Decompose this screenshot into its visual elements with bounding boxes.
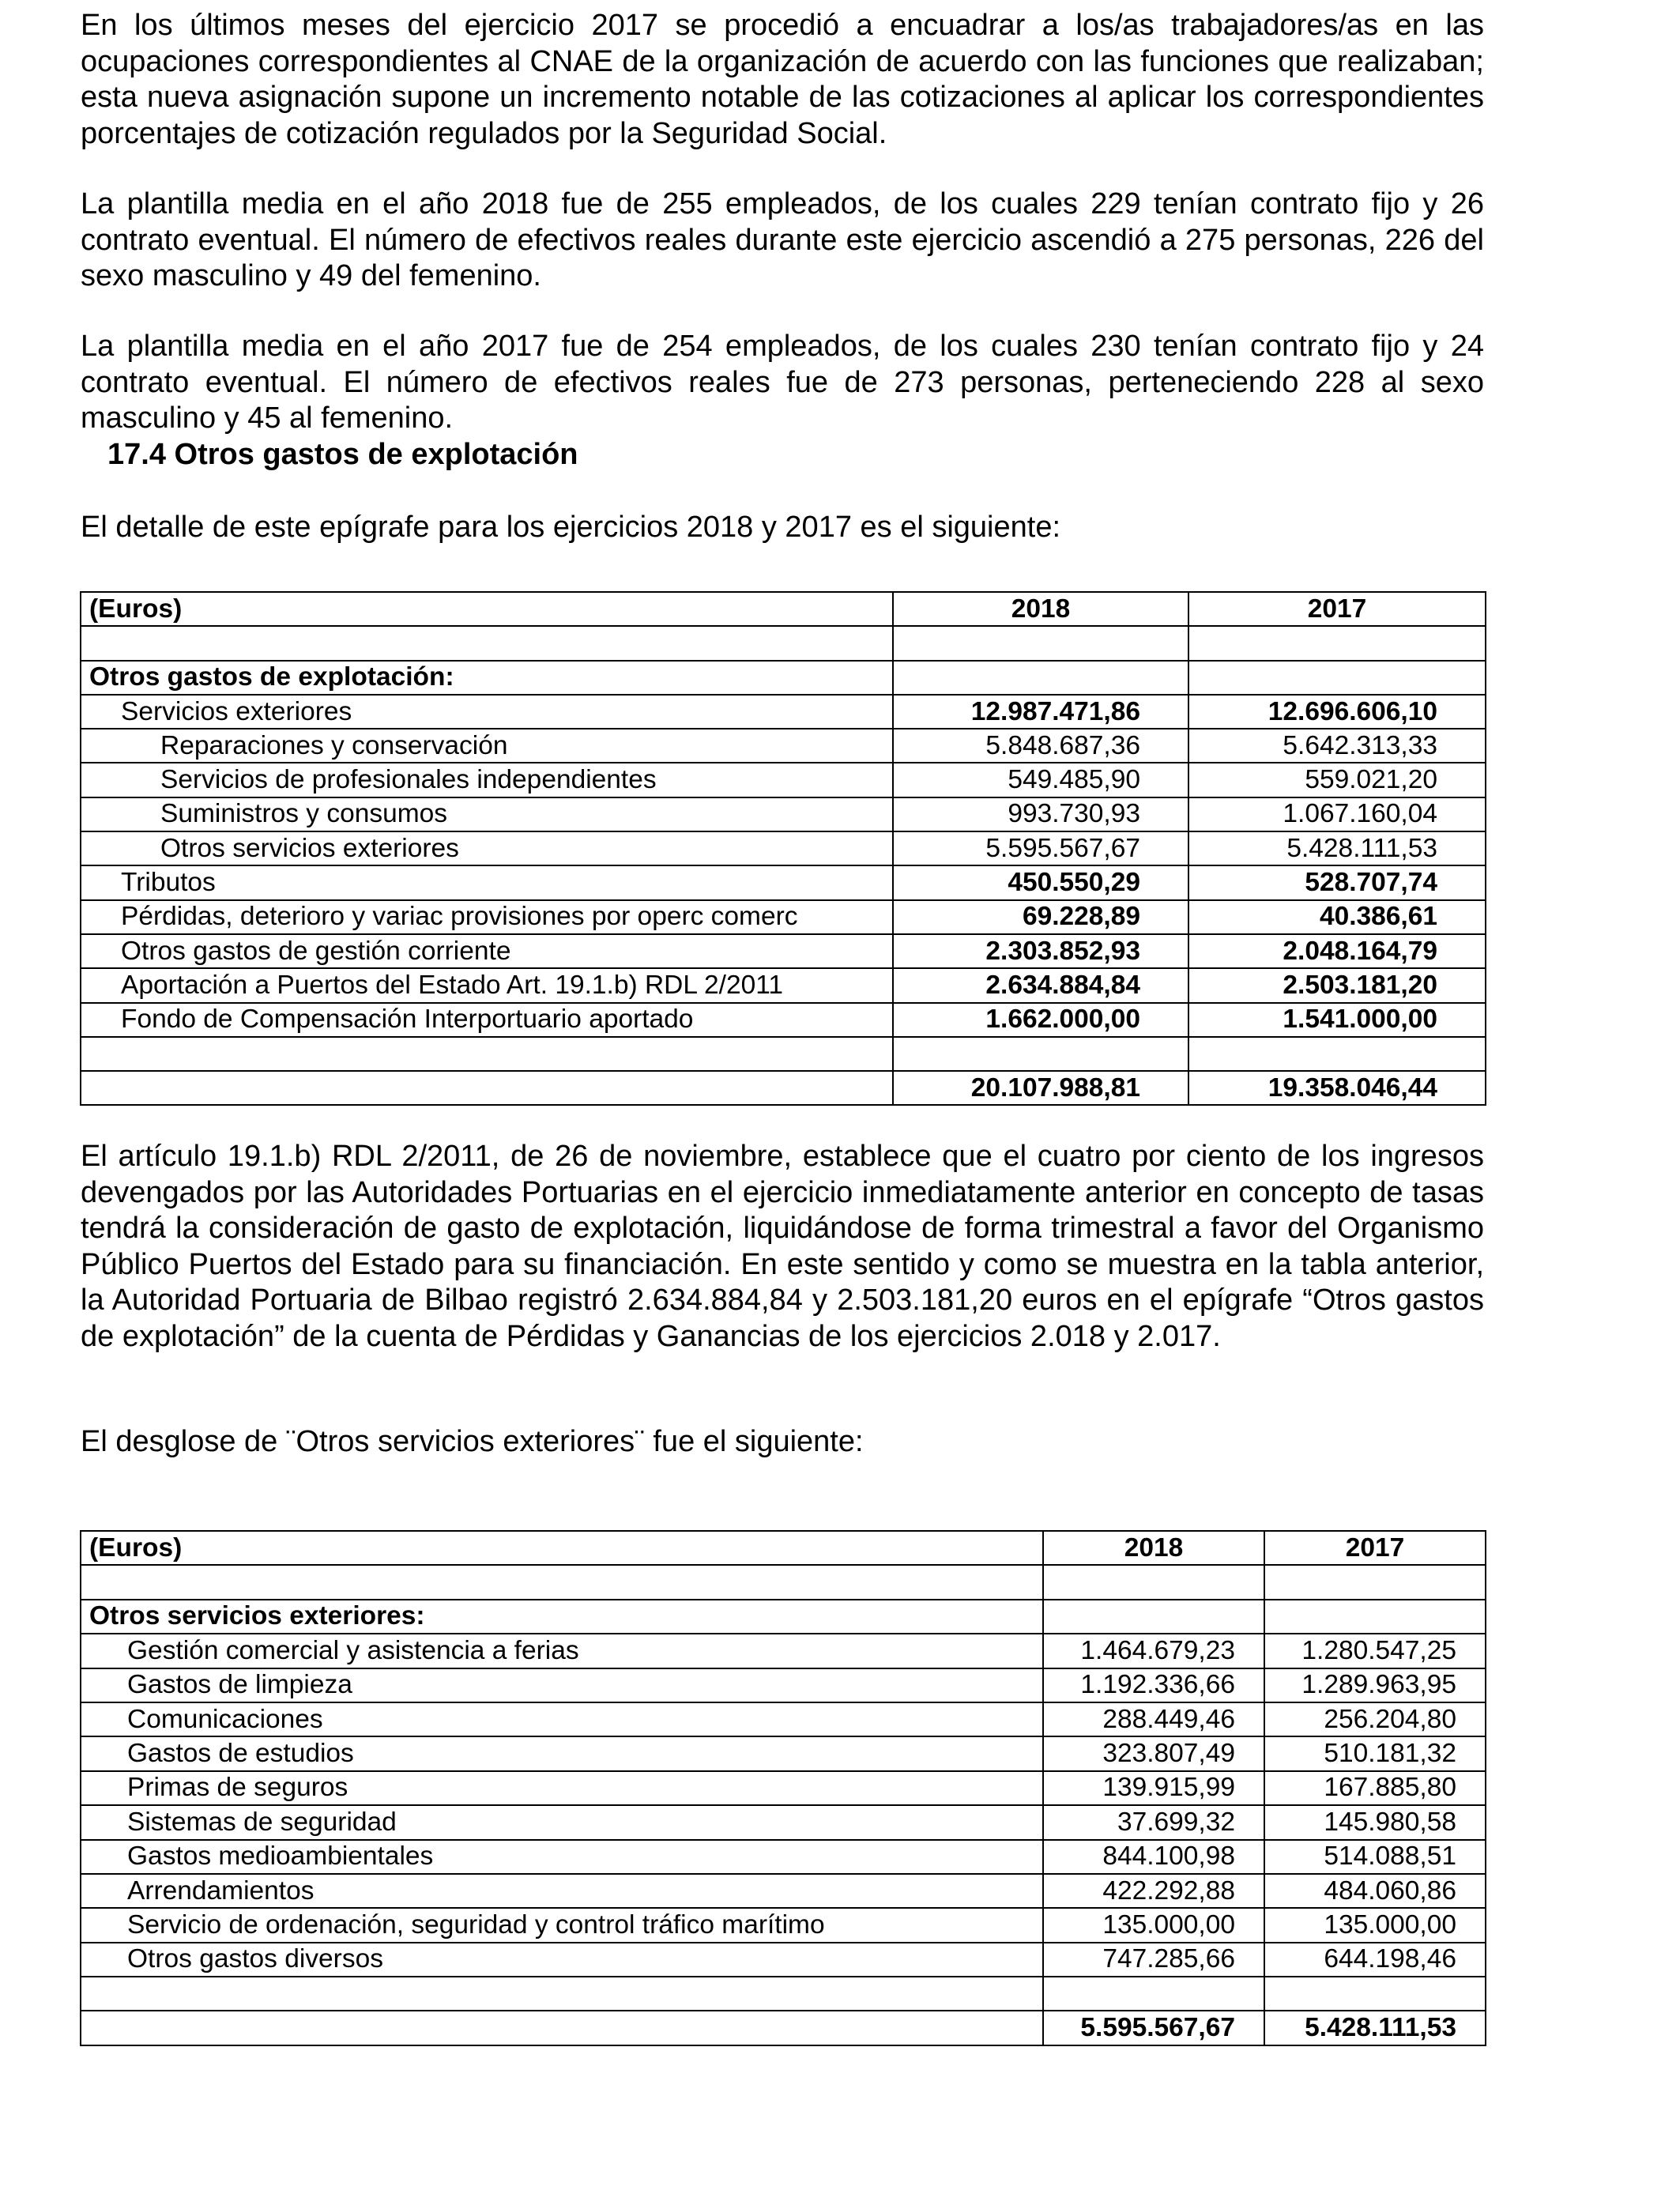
value-2018: 37.699,32 xyxy=(1043,1805,1264,1839)
row-label: Gastos de limpieza xyxy=(81,1668,1043,1702)
value-2018: 12.987.471,86 xyxy=(893,695,1188,729)
paragraph-cnae: En los últimos meses del ejercicio 2017 se procedió a encuadrar a los/as trabajadores/as en las ocupaciones correspondientes al CNAE de la organización de acuerdo con las funciones que realizaban; esta nueva asignación supone un incremento notable de las cotizaciones al aplicar los correspondientes porcentajes de cotización regulados por la Seguridad Social. xyxy=(81,9,1484,150)
value-2018: 1.464.679,23 xyxy=(1043,1634,1264,1668)
row-label: Reparaciones y conservación xyxy=(81,729,893,763)
paragraph-articulo: El artículo 19.1.b) RDL 2/2011, de 26 de noviembre, establece que el cuatro por ciento de los ingresos devengados por las Autoridades Portuarias en el ejercicio inmediatamente anterior en concepto de tasas tendrá la consideración de gasto de explotación, liquidándose de forma trimestral a favor del Organismo Público Puertos del Estado para su financiación. En este sentido y como se muestra en la tabla anterior, la Autoridad Portuaria de Bilbao registró 2.634.884,84 y 2.503.181,20 euros en el epígrafe “Otros gastos de explotación” de la cuenta de Pérdidas y Ganancias de los ejercicios 2.018 y 2.017. xyxy=(81,1140,1484,1353)
row-label: Pérdidas, deterioro y variac provisiones por operc comerc xyxy=(81,900,893,934)
table-row xyxy=(81,900,1486,934)
value-2017: 559.021,20 xyxy=(1188,763,1486,797)
table-row xyxy=(81,763,1486,797)
table-row xyxy=(81,1771,1486,1805)
value-2017: 644.198,46 xyxy=(1264,1943,1486,1977)
table-blank-row xyxy=(81,1977,1486,2011)
table-row xyxy=(81,831,1486,865)
total-2017: 5.428.111,53 xyxy=(1264,2011,1486,2045)
total-2018: 5.595.567,67 xyxy=(1043,2011,1264,2045)
empty-cell xyxy=(81,1977,1043,2011)
header-cell-2018: 2018 xyxy=(1043,1531,1264,1565)
table-row xyxy=(81,1702,1486,1736)
table-section-row xyxy=(81,661,1486,695)
value-2017: 484.060,86 xyxy=(1264,1874,1486,1908)
row-label: Gestión comercial y asistencia a ferias xyxy=(81,1634,1043,1668)
value-2018: 5.595.567,67 xyxy=(893,831,1188,865)
value-2018: 1.662.000,00 xyxy=(893,1003,1188,1037)
paragraph-plantilla-2018: La plantilla media en el año 2018 fue de 255 empleados, de los cuales 229 tenían contrato fijo y 26 contrato eventual. El número de efectivos reales durante este ejercicio ascendió a 275 personas, 226 del sexo masculino y 49 del femenino. xyxy=(81,187,1484,292)
row-label: Otros gastos de gestión corriente xyxy=(81,934,893,968)
value-2017: 256.204,80 xyxy=(1264,1702,1486,1736)
table-total-row xyxy=(81,1071,1486,1105)
value-2017: 5.642.313,33 xyxy=(1188,729,1486,763)
row-label: Comunicaciones xyxy=(81,1702,1043,1736)
section-heading: 17.4 Otros gastos de explotación xyxy=(107,438,578,471)
table-total-row xyxy=(81,2011,1486,2045)
table-blank-row xyxy=(81,626,1486,660)
table-row xyxy=(81,865,1486,899)
table-row xyxy=(81,729,1486,763)
row-label: Aportación a Puertos del Estado Art. 19.1.b) RDL 2/2011 xyxy=(81,968,893,1002)
header-cell-label: (Euros) xyxy=(81,592,893,626)
table-blank-row xyxy=(81,1565,1486,1599)
row-label: Gastos medioambientales xyxy=(81,1840,1043,1874)
table-row xyxy=(81,934,1486,968)
section-title-cell: Otros servicios exteriores: xyxy=(81,1600,1043,1634)
value-2018: 993.730,93 xyxy=(893,797,1188,831)
total-2017: 19.358.046,44 xyxy=(1188,1071,1486,1105)
table-row xyxy=(81,1874,1486,1908)
table-row xyxy=(81,1668,1486,1702)
table-row xyxy=(81,1634,1486,1668)
value-2017: 40.386,61 xyxy=(1188,900,1486,934)
value-2018: 844.100,98 xyxy=(1043,1840,1264,1874)
section-title-cell: Otros gastos de explotación: xyxy=(81,661,893,695)
value-2018: 135.000,00 xyxy=(1043,1908,1264,1942)
otros-servicios-exteriores-table xyxy=(80,1530,1486,2046)
paragraph-plantilla-2017: La plantilla media en el año 2017 fue de 254 empleados, de los cuales 230 tenían contrato fijo y 24 contrato eventual. El número de efectivos reales fue de 273 personas, perteneciendo 228 al sexo masculino y 45 al femenino. xyxy=(81,330,1484,435)
value-2017: 135.000,00 xyxy=(1264,1908,1486,1942)
value-2018: 450.550,29 xyxy=(893,865,1188,899)
row-label: Arrendamientos xyxy=(81,1874,1043,1908)
value-2018: 747.285,66 xyxy=(1043,1943,1264,1977)
paragraph-detalle-intro: El detalle de este epígrafe para los ejercicios 2018 y 2017 es el siguiente: xyxy=(81,511,1061,544)
value-2017: 1.541.000,00 xyxy=(1188,1003,1486,1037)
row-label: Otros servicios exteriores xyxy=(81,831,893,865)
row-label: Suministros y consumos xyxy=(81,797,893,831)
total-label-cell xyxy=(81,2011,1043,2045)
empty-cell xyxy=(1043,1977,1264,2011)
total-2018: 20.107.988,81 xyxy=(893,1071,1188,1105)
value-2018: 2.634.884,84 xyxy=(893,968,1188,1002)
row-label: Fondo de Compensación Interportuario aportado xyxy=(81,1003,893,1037)
table-row xyxy=(81,797,1486,831)
value-2018: 2.303.852,93 xyxy=(893,934,1188,968)
table-row xyxy=(81,1908,1486,1942)
value-2017: 2.503.181,20 xyxy=(1188,968,1486,1002)
value-2017: 1.067.160,04 xyxy=(1188,797,1486,831)
otros-gastos-table xyxy=(80,591,1486,1106)
value-2017: 1.289.963,95 xyxy=(1264,1668,1486,1702)
table-header-row xyxy=(81,592,1486,626)
value-2018: 139.915,99 xyxy=(1043,1771,1264,1805)
table-blank-row xyxy=(81,1037,1486,1071)
table-section-row xyxy=(81,1600,1486,1634)
table-row xyxy=(81,695,1486,729)
empty-cell xyxy=(893,1037,1188,1071)
paragraph-desglose-intro: El desglose de ¨Otros servicios exteriores¨ fue el siguiente: xyxy=(81,1425,864,1458)
table-row xyxy=(81,1805,1486,1839)
table-row xyxy=(81,968,1486,1002)
table-row xyxy=(81,1003,1486,1037)
value-2018: 422.292,88 xyxy=(1043,1874,1264,1908)
empty-cell xyxy=(81,1037,893,1071)
header-cell-2017: 2017 xyxy=(1264,1531,1486,1565)
header-cell-2017: 2017 xyxy=(1188,592,1486,626)
value-2017: 5.428.111,53 xyxy=(1188,831,1486,865)
row-label: Servicios exteriores xyxy=(81,695,893,729)
row-label: Servicios de profesionales independientes xyxy=(81,763,893,797)
table-row xyxy=(81,1943,1486,1977)
row-label: Otros gastos diversos xyxy=(81,1943,1043,1977)
value-2017: 145.980,58 xyxy=(1264,1805,1486,1839)
value-2018: 5.848.687,36 xyxy=(893,729,1188,763)
value-2017: 1.280.547,25 xyxy=(1264,1634,1486,1668)
table-row xyxy=(81,1736,1486,1770)
empty-cell xyxy=(1188,1037,1486,1071)
table-header-row xyxy=(81,1531,1486,1565)
value-2017: 12.696.606,10 xyxy=(1188,695,1486,729)
value-2017: 528.707,74 xyxy=(1188,865,1486,899)
header-cell-2018: 2018 xyxy=(893,592,1188,626)
row-label: Sistemas de seguridad xyxy=(81,1805,1043,1839)
value-2018: 323.807,49 xyxy=(1043,1736,1264,1770)
value-2018: 69.228,89 xyxy=(893,900,1188,934)
row-label: Gastos de estudios xyxy=(81,1736,1043,1770)
empty-cell xyxy=(1264,1977,1486,2011)
value-2017: 510.181,32 xyxy=(1264,1736,1486,1770)
table-row xyxy=(81,1840,1486,1874)
row-label: Primas de seguros xyxy=(81,1771,1043,1805)
total-label-cell xyxy=(81,1071,893,1105)
value-2018: 288.449,46 xyxy=(1043,1702,1264,1736)
value-2017: 2.048.164,79 xyxy=(1188,934,1486,968)
value-2017: 167.885,80 xyxy=(1264,1771,1486,1805)
row-label: Tributos xyxy=(81,865,893,899)
row-label: Servicio de ordenación, seguridad y control tráfico marítimo xyxy=(81,1908,1043,1942)
value-2017: 514.088,51 xyxy=(1264,1840,1486,1874)
value-2018: 549.485,90 xyxy=(893,763,1188,797)
header-cell-label: (Euros) xyxy=(81,1531,1043,1565)
value-2018: 1.192.336,66 xyxy=(1043,1668,1264,1702)
